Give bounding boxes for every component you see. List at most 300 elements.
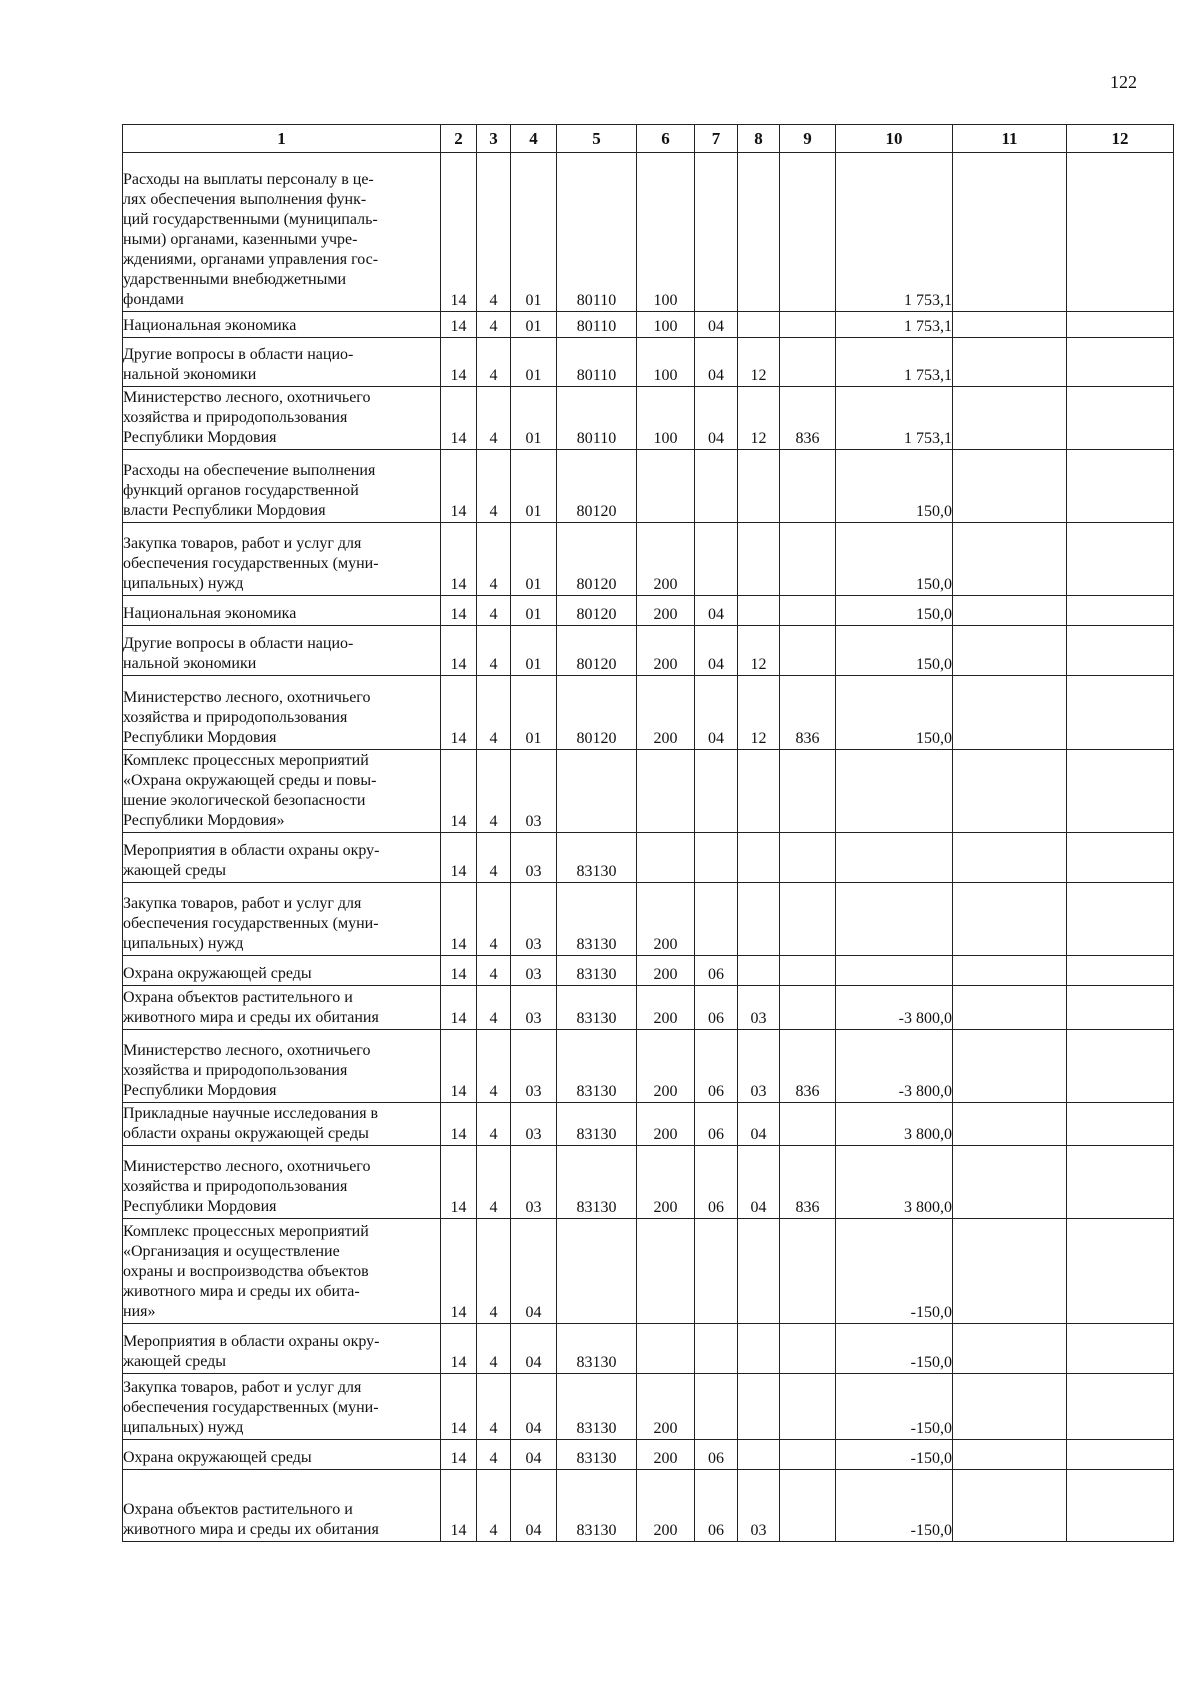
- code-cell: 14: [441, 1374, 477, 1440]
- column-header: 3: [477, 125, 511, 153]
- code-cell: 01: [511, 312, 557, 338]
- amount-cell: [1067, 1374, 1174, 1440]
- code-cell: 06: [695, 1470, 738, 1542]
- column-header: 9: [780, 125, 836, 153]
- code-cell: 200: [637, 676, 695, 750]
- code-cell: [780, 450, 836, 523]
- code-cell: 200: [637, 1030, 695, 1103]
- code-cell: 03: [738, 986, 780, 1030]
- table-row: [123, 450, 1174, 523]
- column-header: 8: [738, 125, 780, 153]
- amount-cell: [953, 1374, 1067, 1440]
- code-cell: 200: [637, 1146, 695, 1219]
- row-description: Расходы на обеспечение выполнения функций органов государственной власти Республики Мордовия: [123, 450, 441, 523]
- code-cell: 83130: [557, 1103, 637, 1146]
- code-cell: [780, 523, 836, 596]
- code-cell: 836: [780, 1146, 836, 1219]
- code-cell: 200: [637, 596, 695, 626]
- amount-cell: [1067, 1146, 1174, 1219]
- code-cell: 04: [738, 1103, 780, 1146]
- column-header: 12: [1067, 125, 1174, 153]
- row-description: Другие вопросы в области нацио- нальной экономики: [123, 338, 441, 387]
- amount-cell: [1067, 1219, 1174, 1324]
- code-cell: [637, 833, 695, 883]
- code-cell: 4: [477, 1103, 511, 1146]
- code-cell: 14: [441, 153, 477, 312]
- code-cell: 03: [511, 750, 557, 833]
- amount-cell: -150,0: [836, 1440, 953, 1470]
- code-cell: 14: [441, 387, 477, 450]
- table-row: [123, 833, 1174, 883]
- code-cell: 100: [637, 338, 695, 387]
- row-description: Министерство лесного, охотничьего хозяйства и природопользования Республики Мордовия: [123, 1146, 441, 1219]
- amount-cell: [1067, 750, 1174, 833]
- code-cell: [695, 1374, 738, 1440]
- code-cell: 4: [477, 1146, 511, 1219]
- code-cell: [738, 833, 780, 883]
- code-cell: [738, 1324, 780, 1374]
- code-cell: 04: [695, 312, 738, 338]
- amount-cell: [953, 1470, 1067, 1542]
- table-row: [123, 1103, 1174, 1146]
- code-cell: [738, 523, 780, 596]
- code-cell: 14: [441, 1030, 477, 1103]
- code-cell: 14: [441, 676, 477, 750]
- code-cell: 04: [511, 1440, 557, 1470]
- row-description: Министерство лесного, охотничьего хозяйства и природопользования Республики Мордовия: [123, 676, 441, 750]
- amount-cell: [836, 750, 953, 833]
- amount-cell: [1067, 1440, 1174, 1470]
- code-cell: 04: [511, 1219, 557, 1324]
- code-cell: 80120: [557, 626, 637, 676]
- code-cell: 01: [511, 153, 557, 312]
- code-cell: 06: [695, 1103, 738, 1146]
- code-cell: 80120: [557, 450, 637, 523]
- code-cell: 14: [441, 956, 477, 986]
- code-cell: 03: [511, 1146, 557, 1219]
- code-cell: [637, 750, 695, 833]
- code-cell: 12: [738, 676, 780, 750]
- code-cell: 200: [637, 1470, 695, 1542]
- code-cell: 4: [477, 153, 511, 312]
- amount-cell: [1067, 153, 1174, 312]
- code-cell: 4: [477, 1324, 511, 1374]
- code-cell: 14: [441, 986, 477, 1030]
- row-description: Национальная экономика: [123, 596, 441, 626]
- code-cell: [780, 750, 836, 833]
- code-cell: 83130: [557, 833, 637, 883]
- page-number: 122: [1110, 72, 1137, 92]
- amount-cell: [1067, 1103, 1174, 1146]
- code-cell: [695, 1219, 738, 1324]
- code-cell: [637, 1219, 695, 1324]
- code-cell: 04: [511, 1374, 557, 1440]
- row-description: Другие вопросы в области нацио- нальной экономики: [123, 626, 441, 676]
- code-cell: [780, 956, 836, 986]
- code-cell: 200: [637, 956, 695, 986]
- code-cell: 83130: [557, 1374, 637, 1440]
- code-cell: 06: [695, 956, 738, 986]
- amount-cell: [953, 1146, 1067, 1219]
- table-row: [123, 1146, 1174, 1219]
- table-row: [123, 750, 1174, 833]
- code-cell: 200: [637, 1440, 695, 1470]
- code-cell: [738, 1440, 780, 1470]
- amount-cell: [1067, 338, 1174, 387]
- amount-cell: [953, 1103, 1067, 1146]
- code-cell: [780, 1470, 836, 1542]
- table-row: [123, 338, 1174, 387]
- table-body: [123, 153, 1174, 1542]
- code-cell: 03: [511, 986, 557, 1030]
- code-cell: 14: [441, 750, 477, 833]
- amount-cell: 150,0: [836, 450, 953, 523]
- code-cell: 14: [441, 1219, 477, 1324]
- code-cell: 4: [477, 1374, 511, 1440]
- amount-cell: [1067, 626, 1174, 676]
- code-cell: [780, 338, 836, 387]
- code-cell: [738, 153, 780, 312]
- table-row: [123, 523, 1174, 596]
- code-cell: 4: [477, 1440, 511, 1470]
- amount-cell: [1067, 596, 1174, 626]
- row-description: Национальная экономика: [123, 312, 441, 338]
- amount-cell: [1067, 1030, 1174, 1103]
- table-row: [123, 626, 1174, 676]
- code-cell: 14: [441, 523, 477, 596]
- code-cell: 4: [477, 312, 511, 338]
- column-header: 6: [637, 125, 695, 153]
- code-cell: [780, 1440, 836, 1470]
- code-cell: 100: [637, 153, 695, 312]
- code-cell: [738, 312, 780, 338]
- amount-cell: [953, 1219, 1067, 1324]
- code-cell: 04: [695, 626, 738, 676]
- code-cell: 200: [637, 1374, 695, 1440]
- code-cell: [557, 1219, 637, 1324]
- code-cell: [738, 450, 780, 523]
- row-description: Закупка товаров, работ и услуг для обеспечения государственных (муни- ципальных) нужд: [123, 883, 441, 956]
- amount-cell: 150,0: [836, 596, 953, 626]
- code-cell: 836: [780, 676, 836, 750]
- code-cell: [695, 1324, 738, 1374]
- code-cell: [695, 750, 738, 833]
- row-description: Расходы на выплаты персоналу в це- лях обеспечения выполнения функ- ций государственными (муниципаль- ными) органами, казенными учре- ждениями, органами управления гос- ударственными внебюджетными фондами: [123, 153, 441, 312]
- code-cell: 14: [441, 1470, 477, 1542]
- code-cell: 01: [511, 596, 557, 626]
- amount-cell: [953, 1324, 1067, 1374]
- code-cell: 80110: [557, 312, 637, 338]
- code-cell: 4: [477, 626, 511, 676]
- table-row: [123, 676, 1174, 750]
- row-description: Охрана объектов растительного и животного мира и среды их обитания: [123, 1470, 441, 1542]
- table-row: [123, 883, 1174, 956]
- code-cell: 836: [780, 1030, 836, 1103]
- amount-cell: [1067, 523, 1174, 596]
- amount-cell: [953, 626, 1067, 676]
- code-cell: 04: [511, 1470, 557, 1542]
- table-row: [123, 1324, 1174, 1374]
- table-row: [123, 387, 1174, 450]
- code-cell: 83130: [557, 1146, 637, 1219]
- code-cell: [780, 986, 836, 1030]
- amount-cell: [1067, 883, 1174, 956]
- code-cell: [738, 956, 780, 986]
- row-description: Охрана окружающей среды: [123, 956, 441, 986]
- code-cell: 14: [441, 338, 477, 387]
- code-cell: 14: [441, 450, 477, 523]
- row-description: Мероприятия в области охраны окру- жающей среды: [123, 833, 441, 883]
- code-cell: [738, 1374, 780, 1440]
- code-cell: 83130: [557, 1030, 637, 1103]
- amount-cell: [953, 312, 1067, 338]
- code-cell: 83130: [557, 956, 637, 986]
- amount-cell: 1 753,1: [836, 153, 953, 312]
- code-cell: 14: [441, 1146, 477, 1219]
- amount-cell: [836, 833, 953, 883]
- code-cell: [780, 883, 836, 956]
- amount-cell: [953, 750, 1067, 833]
- amount-cell: 1 753,1: [836, 338, 953, 387]
- code-cell: [780, 833, 836, 883]
- code-cell: [738, 596, 780, 626]
- table-row: [123, 1470, 1174, 1542]
- table-row: [123, 1374, 1174, 1440]
- code-cell: 83130: [557, 1440, 637, 1470]
- column-header: 10: [836, 125, 953, 153]
- amount-cell: -150,0: [836, 1324, 953, 1374]
- amount-cell: 1 753,1: [836, 387, 953, 450]
- code-cell: 03: [511, 1030, 557, 1103]
- code-cell: 4: [477, 833, 511, 883]
- code-cell: 80110: [557, 338, 637, 387]
- code-cell: 200: [637, 986, 695, 1030]
- budget-table: [122, 124, 1174, 1542]
- amount-cell: [953, 676, 1067, 750]
- amount-cell: [953, 387, 1067, 450]
- code-cell: 836: [780, 387, 836, 450]
- amount-cell: [953, 523, 1067, 596]
- row-description: Министерство лесного, охотничьего хозяйства и природопользования Республики Мордовия: [123, 387, 441, 450]
- code-cell: [780, 596, 836, 626]
- code-cell: 01: [511, 450, 557, 523]
- code-cell: 14: [441, 1103, 477, 1146]
- code-cell: [695, 883, 738, 956]
- code-cell: 14: [441, 833, 477, 883]
- code-cell: [738, 1219, 780, 1324]
- table-row: [123, 596, 1174, 626]
- code-cell: [695, 153, 738, 312]
- code-cell: 04: [695, 387, 738, 450]
- code-cell: [780, 1219, 836, 1324]
- code-cell: 04: [695, 676, 738, 750]
- code-cell: 4: [477, 986, 511, 1030]
- code-cell: 4: [477, 523, 511, 596]
- code-cell: 01: [511, 626, 557, 676]
- code-cell: 200: [637, 1103, 695, 1146]
- code-cell: 06: [695, 1146, 738, 1219]
- code-cell: [780, 626, 836, 676]
- code-cell: 4: [477, 338, 511, 387]
- code-cell: [738, 883, 780, 956]
- code-cell: 80120: [557, 596, 637, 626]
- code-cell: 01: [511, 523, 557, 596]
- code-cell: 4: [477, 1030, 511, 1103]
- amount-cell: [1067, 450, 1174, 523]
- row-description: Комплекс процессных мероприятий «Организация и осуществление охраны и воспроизводства объектов животного мира и среды их обита- ния»: [123, 1219, 441, 1324]
- amount-cell: [1067, 387, 1174, 450]
- amount-cell: [1067, 676, 1174, 750]
- table-row: [123, 986, 1174, 1030]
- code-cell: 04: [695, 596, 738, 626]
- amount-cell: -3 800,0: [836, 986, 953, 1030]
- table-header-row: [123, 125, 1174, 153]
- column-header: 11: [953, 125, 1067, 153]
- code-cell: 200: [637, 523, 695, 596]
- code-cell: 4: [477, 387, 511, 450]
- code-cell: [780, 1103, 836, 1146]
- code-cell: 03: [511, 883, 557, 956]
- code-cell: 03: [511, 1103, 557, 1146]
- amount-cell: [953, 1440, 1067, 1470]
- code-cell: 83130: [557, 1470, 637, 1542]
- code-cell: 80110: [557, 387, 637, 450]
- code-cell: [780, 1374, 836, 1440]
- amount-cell: 3 800,0: [836, 1103, 953, 1146]
- code-cell: 4: [477, 676, 511, 750]
- code-cell: 01: [511, 338, 557, 387]
- code-cell: [695, 833, 738, 883]
- code-cell: [695, 523, 738, 596]
- table-row: [123, 312, 1174, 338]
- code-cell: 03: [511, 956, 557, 986]
- code-cell: 14: [441, 626, 477, 676]
- table-row: [123, 1440, 1174, 1470]
- row-description: Мероприятия в области охраны окру- жающей среды: [123, 1324, 441, 1374]
- table-row: [123, 956, 1174, 986]
- code-cell: 80120: [557, 523, 637, 596]
- code-cell: 04: [511, 1324, 557, 1374]
- amount-cell: [953, 338, 1067, 387]
- code-cell: 83130: [557, 986, 637, 1030]
- code-cell: 12: [738, 338, 780, 387]
- column-header: 5: [557, 125, 637, 153]
- amount-cell: -150,0: [836, 1374, 953, 1440]
- table-row: [123, 153, 1174, 312]
- code-cell: [780, 1324, 836, 1374]
- code-cell: 06: [695, 1440, 738, 1470]
- code-cell: 14: [441, 883, 477, 956]
- code-cell: 01: [511, 676, 557, 750]
- row-description: Охрана объектов растительного и животного мира и среды их обитания: [123, 986, 441, 1030]
- code-cell: [780, 153, 836, 312]
- amount-cell: [1067, 986, 1174, 1030]
- row-description: Охрана окружающей среды: [123, 1440, 441, 1470]
- amount-cell: 150,0: [836, 676, 953, 750]
- amount-cell: -150,0: [836, 1470, 953, 1542]
- amount-cell: [1067, 833, 1174, 883]
- code-cell: [637, 450, 695, 523]
- code-cell: 80110: [557, 153, 637, 312]
- code-cell: 4: [477, 750, 511, 833]
- code-cell: 83130: [557, 883, 637, 956]
- code-cell: 12: [738, 626, 780, 676]
- amount-cell: [836, 956, 953, 986]
- amount-cell: 3 800,0: [836, 1146, 953, 1219]
- row-description: Закупка товаров, работ и услуг для обеспечения государственных (муни- ципальных) нужд: [123, 1374, 441, 1440]
- amount-cell: [1067, 1470, 1174, 1542]
- amount-cell: [953, 153, 1067, 312]
- amount-cell: -150,0: [836, 1219, 953, 1324]
- code-cell: [637, 1324, 695, 1374]
- amount-cell: [953, 1030, 1067, 1103]
- column-header: 1: [123, 125, 441, 153]
- code-cell: 06: [695, 1030, 738, 1103]
- amount-cell: [953, 596, 1067, 626]
- amount-cell: [1067, 312, 1174, 338]
- row-description: Комплекс процессных мероприятий «Охрана окружающей среды и повы- шение экологической безопасности Республики Мордовия»: [123, 750, 441, 833]
- code-cell: 200: [637, 883, 695, 956]
- table-row: [123, 1030, 1174, 1103]
- code-cell: 03: [511, 833, 557, 883]
- code-cell: [557, 750, 637, 833]
- amount-cell: [953, 833, 1067, 883]
- amount-cell: 150,0: [836, 626, 953, 676]
- amount-cell: [953, 883, 1067, 956]
- code-cell: 4: [477, 450, 511, 523]
- amount-cell: 1 753,1: [836, 312, 953, 338]
- code-cell: 14: [441, 1324, 477, 1374]
- amount-cell: -3 800,0: [836, 1030, 953, 1103]
- code-cell: [695, 450, 738, 523]
- amount-cell: [1067, 956, 1174, 986]
- code-cell: 03: [738, 1470, 780, 1542]
- amount-cell: 150,0: [836, 523, 953, 596]
- row-description: Министерство лесного, охотничьего хозяйства и природопользования Республики Мордовия: [123, 1030, 441, 1103]
- column-header: 2: [441, 125, 477, 153]
- table-row: [123, 1219, 1174, 1324]
- code-cell: 4: [477, 1470, 511, 1542]
- amount-cell: [953, 956, 1067, 986]
- code-cell: 01: [511, 387, 557, 450]
- code-cell: 200: [637, 626, 695, 676]
- row-description: Прикладные научные исследования в области охраны окружающей среды: [123, 1103, 441, 1146]
- amount-cell: [953, 450, 1067, 523]
- code-cell: 80120: [557, 676, 637, 750]
- code-cell: 04: [695, 338, 738, 387]
- code-cell: 4: [477, 1219, 511, 1324]
- code-cell: 100: [637, 387, 695, 450]
- column-header: 4: [511, 125, 557, 153]
- code-cell: 04: [738, 1146, 780, 1219]
- code-cell: [738, 750, 780, 833]
- amount-cell: [953, 986, 1067, 1030]
- code-cell: 4: [477, 956, 511, 986]
- amount-cell: [836, 883, 953, 956]
- amount-cell: [1067, 1324, 1174, 1374]
- code-cell: 03: [738, 1030, 780, 1103]
- code-cell: 83130: [557, 1324, 637, 1374]
- code-cell: 4: [477, 883, 511, 956]
- code-cell: 14: [441, 312, 477, 338]
- code-cell: 14: [441, 1440, 477, 1470]
- code-cell: 06: [695, 986, 738, 1030]
- row-description: Закупка товаров, работ и услуг для обеспечения государственных (муни- ципальных) нужд: [123, 523, 441, 596]
- code-cell: 100: [637, 312, 695, 338]
- code-cell: [780, 312, 836, 338]
- code-cell: 12: [738, 387, 780, 450]
- column-header: 7: [695, 125, 738, 153]
